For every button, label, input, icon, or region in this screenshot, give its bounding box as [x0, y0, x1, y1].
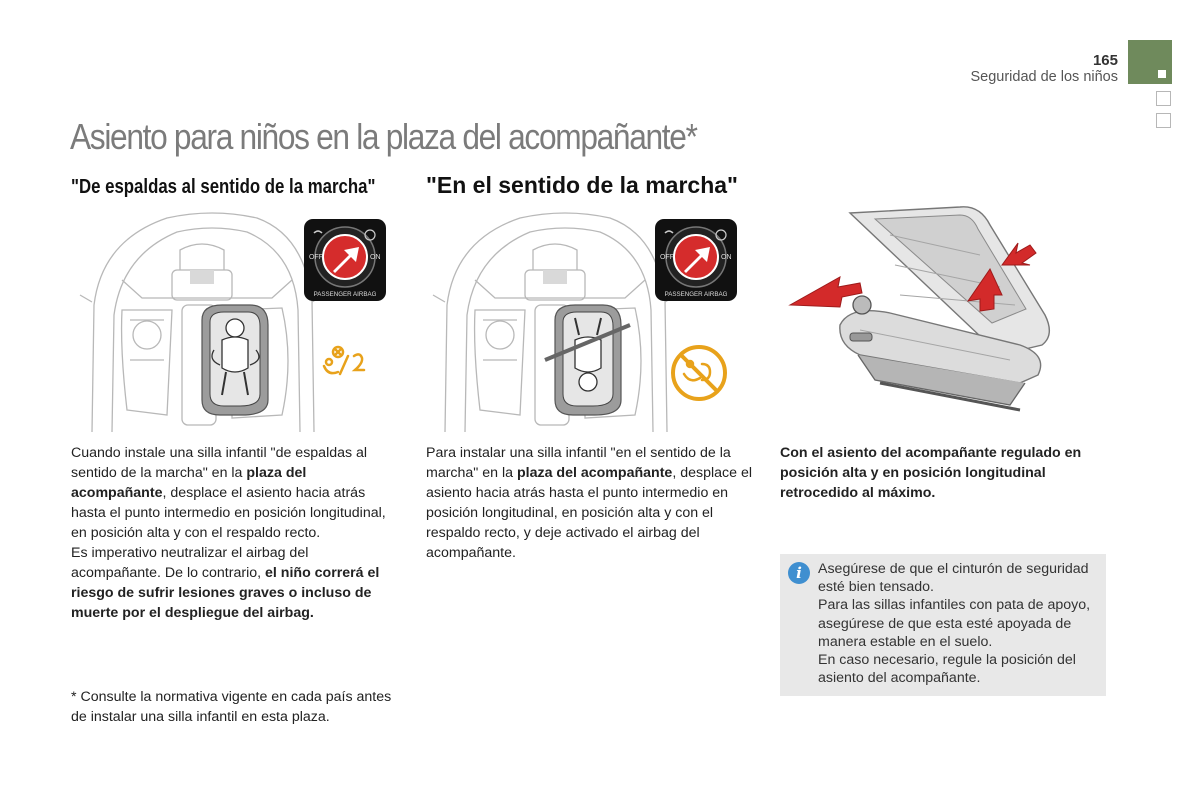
info-box — [780, 554, 1106, 696]
chapter-tab-empty-icon — [1156, 113, 1171, 128]
passenger-airbag-label: PASSENGER AIRBAG — [313, 291, 377, 298]
section-title: Seguridad de los niños — [970, 69, 1118, 85]
page-number: 165 — [1092, 52, 1118, 69]
forward-facing-paragraph-1 — [426, 443, 752, 563]
info-icon: i — [788, 562, 810, 584]
info-line: Asegúrese de que el cinturón de seguridad esté bien tensado. — [818, 561, 1089, 596]
bold-text: plaza del acompañante — [517, 465, 673, 481]
airbag-off-label: OFF — [660, 254, 674, 261]
airbag-switch-icon — [304, 219, 386, 301]
bold-text: Con el asiento del acompañante regulado en posición alta y en posición longitudinal retrocedido al máximo. — [780, 445, 1082, 501]
airbag-off-label: OFF — [309, 254, 323, 261]
seat-position-text — [780, 443, 1100, 503]
footnote: * Consulte la normativa vigente en cada país antes de instalar una silla infantil en esta plaza. — [71, 689, 392, 725]
text-run: , desplace el asiento hacia atrás hasta el punto intermedio en posición longitudinal, en posición alta y con el respaldo recto. — [71, 485, 386, 541]
text-run: , desplace el asiento hacia atrás hasta el punto intermedio en posición longitudinal, en posición alta y con el respaldo recto, y deje activado el airbag del acompañante. — [426, 465, 752, 561]
page-title: Asiento para niños en la plaza del acompañante* — [70, 116, 697, 157]
text-run: Cuando instale una silla infantil "de espaldas al sentido de la marcha" en la — [71, 445, 368, 481]
text-run: Es imperativo neutralizar el airbag del acompañante. De lo contrario, — [71, 545, 309, 581]
bold-text: plaza del acompañante — [71, 465, 307, 501]
text-run: Para instalar una silla infantil "en el sentido de la marcha" en la — [426, 445, 731, 481]
rear-facing-paragraph-2 — [71, 543, 401, 623]
rear-facing-text — [71, 443, 401, 623]
chapter-tab-icon — [1128, 40, 1172, 84]
rear-facing-paragraph-1 — [71, 443, 401, 543]
chapter-tab-empty-icon — [1156, 91, 1171, 106]
airbag-on-label: ON — [721, 254, 732, 261]
info-line: En caso necesario, regule la posición del asiento del acompañante. — [818, 652, 1076, 687]
airbag-on-label: ON — [370, 254, 381, 261]
bold-text: el niño correrá el riesgo de sufrir lesiones graves o incluso de muerte por el despliegue del airbag. — [71, 565, 380, 621]
seat-adjust-illustration — [780, 205, 1080, 420]
heading-rear-facing: "De espaldas al sentido de la marcha" — [71, 176, 376, 198]
passenger-airbag-label: PASSENGER AIRBAG — [664, 291, 728, 298]
info-line: Para las sillas infantiles con pata de apoyo, asegúrese de que esta esté apoyada de manera estable en el suelo. — [818, 597, 1091, 650]
airbag-forbidden-icon — [670, 344, 728, 402]
heading-forward-facing: "En el sentido de la marcha" — [426, 172, 738, 198]
info-text — [818, 560, 1098, 687]
airbag-switch-icon — [655, 219, 737, 301]
airbag-off-warning-icon — [318, 344, 368, 384]
forward-facing-text — [426, 443, 752, 563]
seat-position-paragraph — [780, 443, 1100, 503]
